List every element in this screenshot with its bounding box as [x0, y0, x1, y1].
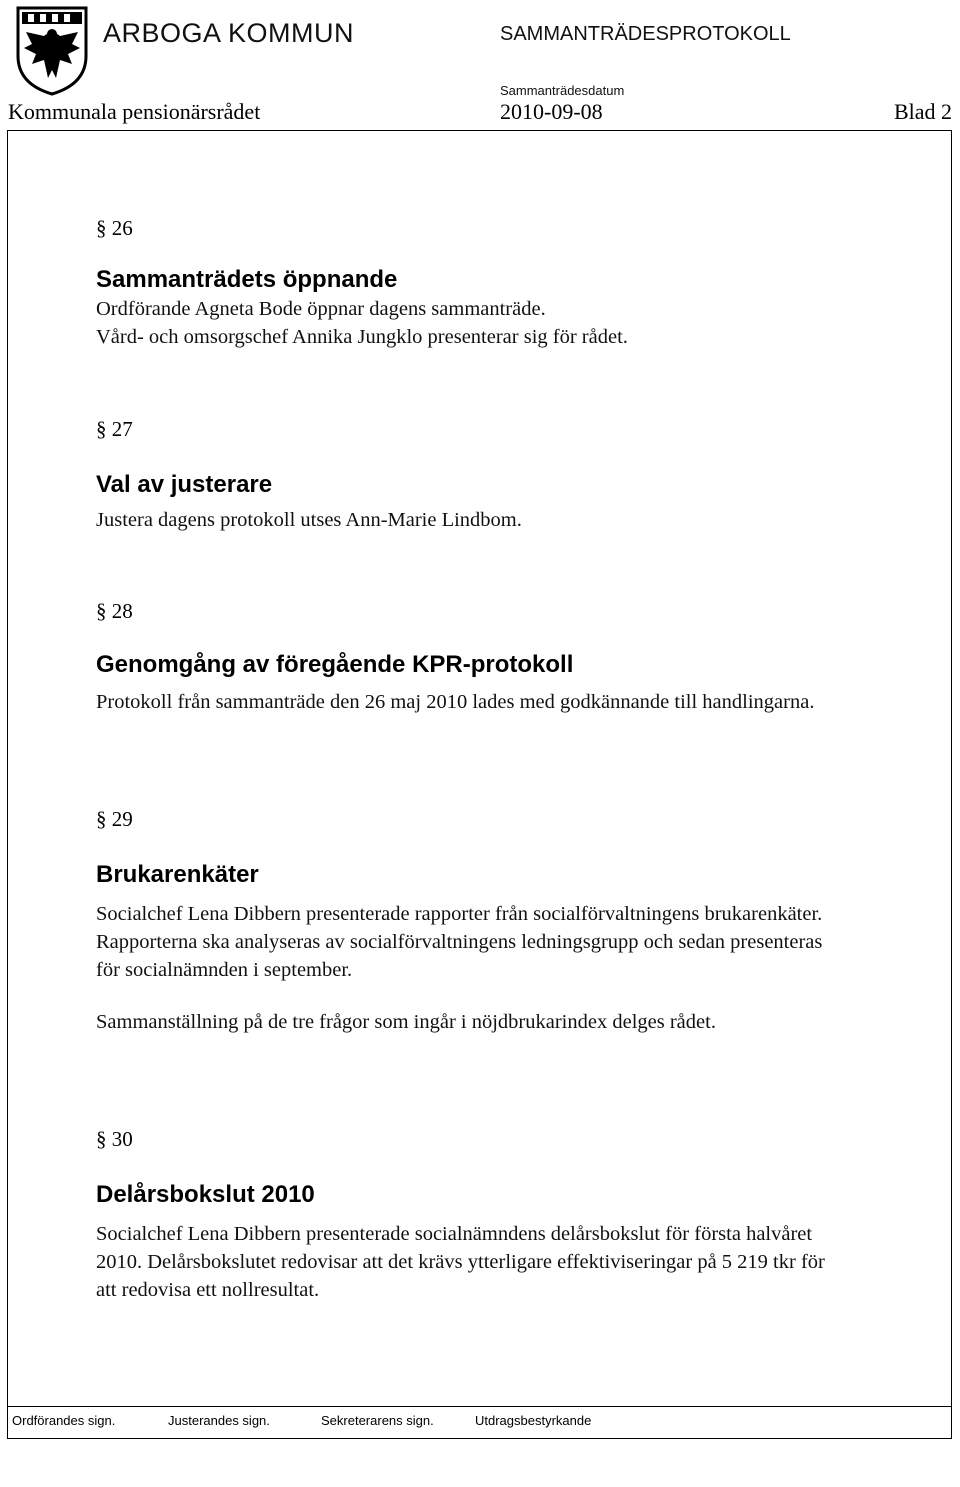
section-text: Ordförande Agneta Bode öppnar dagens sammanträde. [96, 298, 546, 320]
section-30 [96, 1126, 856, 1304]
section-number: § 27 [96, 417, 133, 441]
extract-certification-label: Utdragsbestyrkande [475, 1413, 592, 1428]
section-heading: Val av justerare [96, 471, 273, 498]
section-number: § 29 [96, 807, 133, 831]
municipal-coat-of-arms [14, 4, 90, 96]
section-28 [96, 598, 856, 716]
section-27 [96, 416, 856, 534]
section-26 [96, 215, 856, 351]
section-text: Sammanställning på de tre frågor som ingår i nöjdbrukarindex delges rådet. [96, 1011, 716, 1033]
section-text: Vård- och omsorgschef Annika Jungklo presenterar sig för rådet. [96, 326, 628, 348]
section-heading: Sammanträdets öppnande [96, 266, 398, 293]
document-type: SAMMANTRÄDESPROTOKOLL [500, 23, 791, 45]
section-29 [96, 806, 856, 1036]
meeting-date-label: Sammanträdesdatum [500, 83, 625, 98]
secretary-signature-label: Sekreterarens sign. [321, 1413, 434, 1428]
adjuster-signature-label: Justerandes sign. [168, 1413, 270, 1428]
section-text: Justera dagens protokoll utses Ann-Marie Lindbom. [96, 509, 522, 531]
section-number: § 26 [96, 216, 133, 240]
section-text: Protokoll från sammanträde den 26 maj 2010 lades med godkännande till handlingarna. [96, 691, 815, 713]
chair-signature-label: Ordförandes sign. [12, 1413, 116, 1428]
section-text: Socialchef Lena Dibbern presenterade socialnämndens delårsbokslut för första halvåret 2010. Delårsbokslutet redovisar att det krävs ytterligare effektiviseringar på 5 219 tkr för att redovisa ett nollresultat. [96, 1223, 825, 1301]
section-heading: Brukarenkäter [96, 861, 259, 888]
section-heading: Genomgång av föregående KPR-protokoll [96, 651, 574, 678]
section-text: Socialchef Lena Dibbern presenterade rapporter från socialförvaltningens brukarenkäter. Rapporterna ska analyseras av socialförvaltningens ledningsgrupp och sedan presenteras för socialnämnden i september. [96, 903, 823, 981]
council-name: Kommunala pensionärsrådet [8, 99, 261, 124]
meeting-date: 2010-09-08 [500, 99, 603, 124]
section-number: § 30 [96, 1127, 133, 1151]
section-number: § 28 [96, 599, 133, 623]
municipality-name: ARBOGA KOMMUN [103, 18, 355, 48]
page-number: Blad 2 [893, 99, 952, 124]
section-heading: Delårsbokslut 2010 [96, 1181, 315, 1208]
